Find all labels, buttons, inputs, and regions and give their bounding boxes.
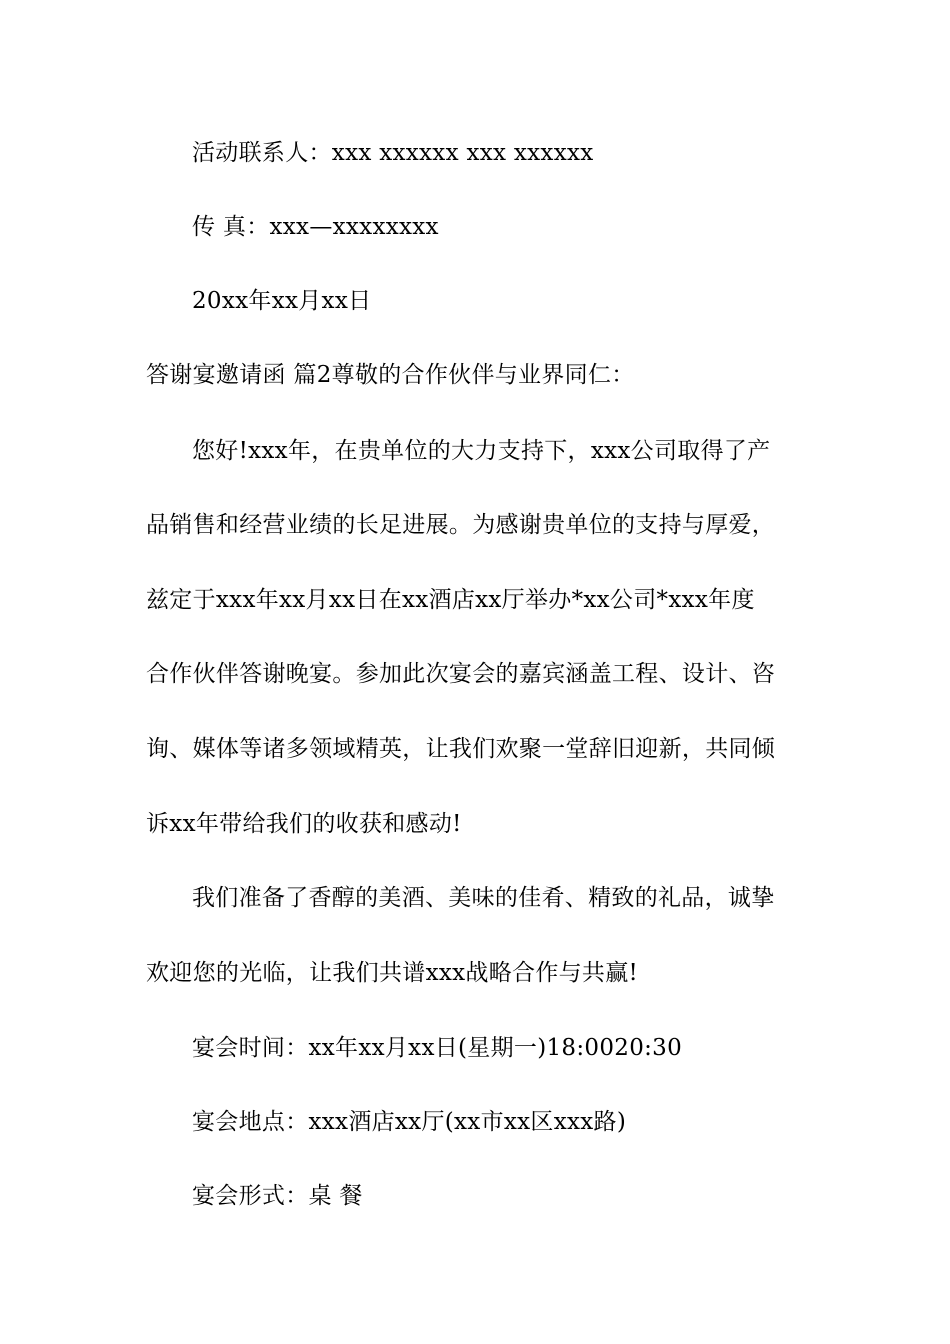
paragraph-line: 我们准备了香醇的美酒、美味的佳肴、精致的礼品，诚挚 [192,885,775,911]
banquet-place-line: 宴会地点：xxx酒店xx厅(xx市xx区xxx路) [192,1109,627,1135]
paragraph-line: 欢迎您的光临，让我们共谱xxx战略合作与共赢! [146,960,639,986]
banquet-time-line: 宴会时间：xx年xx月xx日(星期一)18:0020:30 [192,1035,683,1061]
paragraph-line: 您好!xxx年，在贵单位的大力支持下，xxx公司取得了产 [192,438,771,464]
fax-line: 传 真：xxx—xxxxxxxx [192,214,439,240]
paragraph-line: 品销售和经营业绩的长足进展。为感谢贵单位的支持与厚爱， [146,512,776,538]
paragraph-line: 兹定于xxx年xx月xx日在xx酒店xx厅举办*xx公司*xxx年度 [146,587,755,613]
paragraph-line: 询、媒体等诸多领域精英，让我们欢聚一堂辞旧迎新，共同倾 [146,736,776,762]
date-line: 20xx年xx月xx日 [192,288,372,314]
paragraph-line: 合作伙伴答谢晚宴。参加此次宴会的嘉宾涵盖工程、设计、咨 [146,661,776,687]
contact-line: 活动联系人：xxx xxxxxx xxx xxxxxx [192,140,594,166]
section-heading: 答谢宴邀请函 篇2尊敬的合作伙伴与业界同仁： [146,362,635,388]
banquet-form-line: 宴会形式：桌 餐 [192,1183,363,1209]
paragraph-line: 诉xx年带给我们的收获和感动! [146,811,462,837]
